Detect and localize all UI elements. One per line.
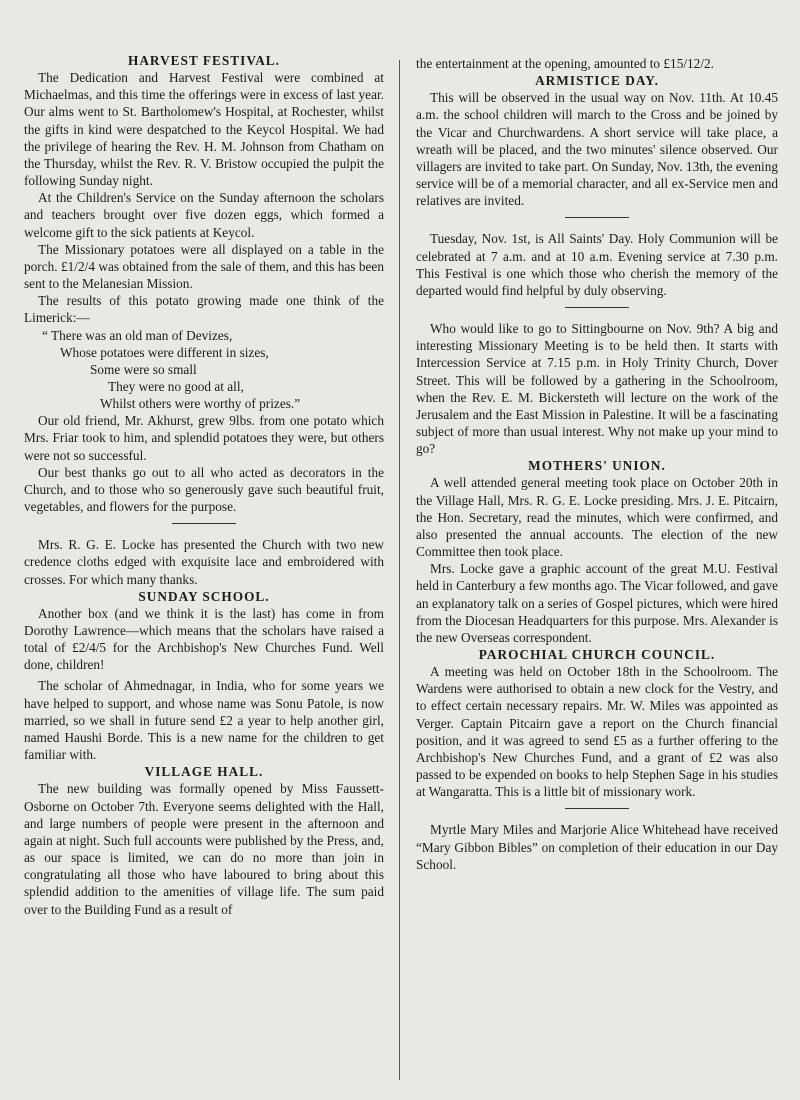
mothers-paragraph-2: Mrs. Locke gave a graphic account of the great M.U. Festival held in Canterbury a few months ago. The Vicar followed, and gave an explanatory talk on a series of Gospel pictures, which were hired from the Diocesan Headquarters for this purpose. Mrs. Alexander is the new Overseas correspondent. bbox=[416, 561, 778, 645]
credence-cloths-paragraph: Mrs. R. G. E. Locke has presented the Church with two new credence cloths edged with exquisite lace and embroidered with crosses. For which many thanks. bbox=[24, 537, 384, 587]
heading-mothers-union: MOTHERS' UNION. bbox=[528, 458, 666, 474]
harvest-paragraph-1: The Dedication and Harvest Festival were combined at Michaelmas, and this time the offerings were in excess of last year. Our alms went to St. Bartholomew's Hospital, at Rochester, whilst the gifts in kind were despatched to the Keycol Hospital. We had the privilege of hearing the Rev. H. M. Johnson from Chatham on the Thursday, whilst the Rev. R. V. Bristow occupied the pulpit the following Sunday night. bbox=[24, 70, 384, 189]
pcc-paragraph: A meeting was held on October 18th in the Schoolroom. The Wardens were authorised to obtain a new clock for the Vestry, and to effect certain necessary repairs. Mr. W. Miles was appointed as Verger. Captain Pitcairn gave a report on the Church financial position, and it was agreed to send £5 as a further offering to the Archbishop's New Churches Fund, and a grant of £2 was also passed to be expended on books to help Stephen Sage in his studies at Wangaratta. This is a little bit of missionary work. bbox=[416, 664, 778, 800]
mothers-paragraph-1: A well attended general meeting took place on October 20th in the Village Hall, Mrs. R. G. E. Locke presiding. Mrs. J. E. Pitcairn, the Hon. Secretary, read the minutes, which were confirmed, and also presented the annual accounts. The election of the new Committee then took place. bbox=[416, 475, 778, 560]
harvest-paragraph-5: Our old friend, Mr. Akhurst, grew 9lbs. from one potato which Mrs. Friar took to him, and splendid potatoes they were, but others were not so successful. bbox=[24, 413, 384, 463]
sunday-paragraph-1: Another box (and we think it is the last) has come in from Dorothy Lawrence—which means that the scholars have raised a total of £2/4/5 for the Archbishop's New Churches Fund. Well done, children! bbox=[24, 605, 384, 673]
heading-sunday-school: SUNDAY SCHOOL. bbox=[138, 588, 270, 604]
limerick-line: Whilst others were worthy of prizes.” bbox=[100, 396, 301, 412]
armistice-paragraph: This will be observed in the usual way on Nov. 11th. At 10.45 a.m. the school children will march to the Cross and be joined by the Vicar and Churchwardens. A short service will take place, a wreath will be placed, and the two minutes' silence observed. Our villagers are invited to take part. On Sunday, Nov. 13th, the evening service will be of a memorial character, and all ex-Service men and relatives are invited. bbox=[416, 90, 778, 209]
sittingbourne-paragraph: Who would like to go to Sittingbourne on Nov. 9th? A big and interesting Missionary Meeting is to be held then. It starts with Intercession Service at 7.15 p.m. in Holy Trinity Church, Dover Street. This will be followed by a gathering in the Schoolroom, when the Rev. E. M. Bickersteth will lecture on the work of the Jerusalem and the East Mission in Palestine. It will be a fascinating subject of more than usual interest. Why not make up your mind to go? bbox=[416, 321, 778, 457]
harvest-paragraph-4: The results of this potato growing made one think of the Limerick:— bbox=[24, 293, 384, 326]
limerick-line: “ There was an old man of Devizes, bbox=[42, 327, 233, 343]
harvest-paragraph-6: Our best thanks go out to all who acted as decorators in the Church, and to those who so generously gave such beautiful fruit, vegetables, and flowers for the purpose. bbox=[24, 464, 384, 515]
heading-village-hall: VILLAGE HALL. bbox=[144, 764, 264, 780]
heading-harvest-festival: HARVEST FESTIVAL. bbox=[127, 53, 280, 68]
right-column bbox=[416, 55, 778, 873]
harvest-paragraph-2: At the Children's Service on the Sunday afternoon the scholars and teachers brought over five dozen eggs, which formed a welcome gift to the sick patients at Keycol. bbox=[24, 190, 384, 240]
limerick-line: Some were so small bbox=[90, 361, 197, 377]
all-saints-paragraph: Tuesday, Nov. 1st, is All Saints' Day. Holy Communion will be celebrated at 7 a.m. and at 10 a.m. Evening service at 7.30 p.m. This Festival is one which those who cherish the memory of the departed would find helpful by duly observing. bbox=[416, 231, 778, 298]
limerick bbox=[24, 327, 384, 413]
limerick-line: Whose potatoes were different in sizes, bbox=[60, 344, 269, 360]
village-hall-paragraph: The new building was formally opened by Miss Faussett-Osborne on October 7th. Everyone seems delighted with the Hall, and large numbers of people were present in the afternoon and again at night. Such full accounts were published by the Press, and, as our space is limited, we can do no more than join in congratulating all those who have laboured to bring about this splendid addition to the amenities of village life. The sum paid over to the Building Fund as a result of bbox=[24, 781, 384, 917]
harvest-paragraph-3: The Missionary potatoes were all displayed on a table in the porch. £1/2/4 was obtained from the sale of them, and this has been sent to the Melanesian Mission. bbox=[24, 241, 384, 292]
section-divider bbox=[565, 217, 629, 218]
village-hall-continued: the entertainment at the opening, amounted to £15/12/2. bbox=[416, 56, 714, 71]
left-column bbox=[24, 52, 384, 918]
section-divider bbox=[565, 808, 629, 809]
section-divider bbox=[565, 307, 629, 308]
sunday-paragraph-2: The scholar of Ahmednagar, in India, who for some years we have helped to support, and whose name was Sonu Patole, is now married, so we shall in future send £2 a year to help another girl, named Haushi Borde. This is a new name for the children to get familiar with. bbox=[24, 678, 384, 763]
limerick-line: They were no good at all, bbox=[108, 378, 244, 394]
column-divider bbox=[399, 60, 400, 1080]
section-divider bbox=[172, 523, 236, 524]
heading-armistice-day: ARMISTICE DAY. bbox=[535, 73, 659, 89]
heading-parochial-church-council: PAROCHIAL CHURCH COUNCIL. bbox=[478, 647, 716, 662]
bibles-paragraph: Myrtle Mary Miles and Marjorie Alice Whitehead have received “Mary Gibbon Bibles” on completion of their education in our Day School. bbox=[416, 822, 778, 872]
